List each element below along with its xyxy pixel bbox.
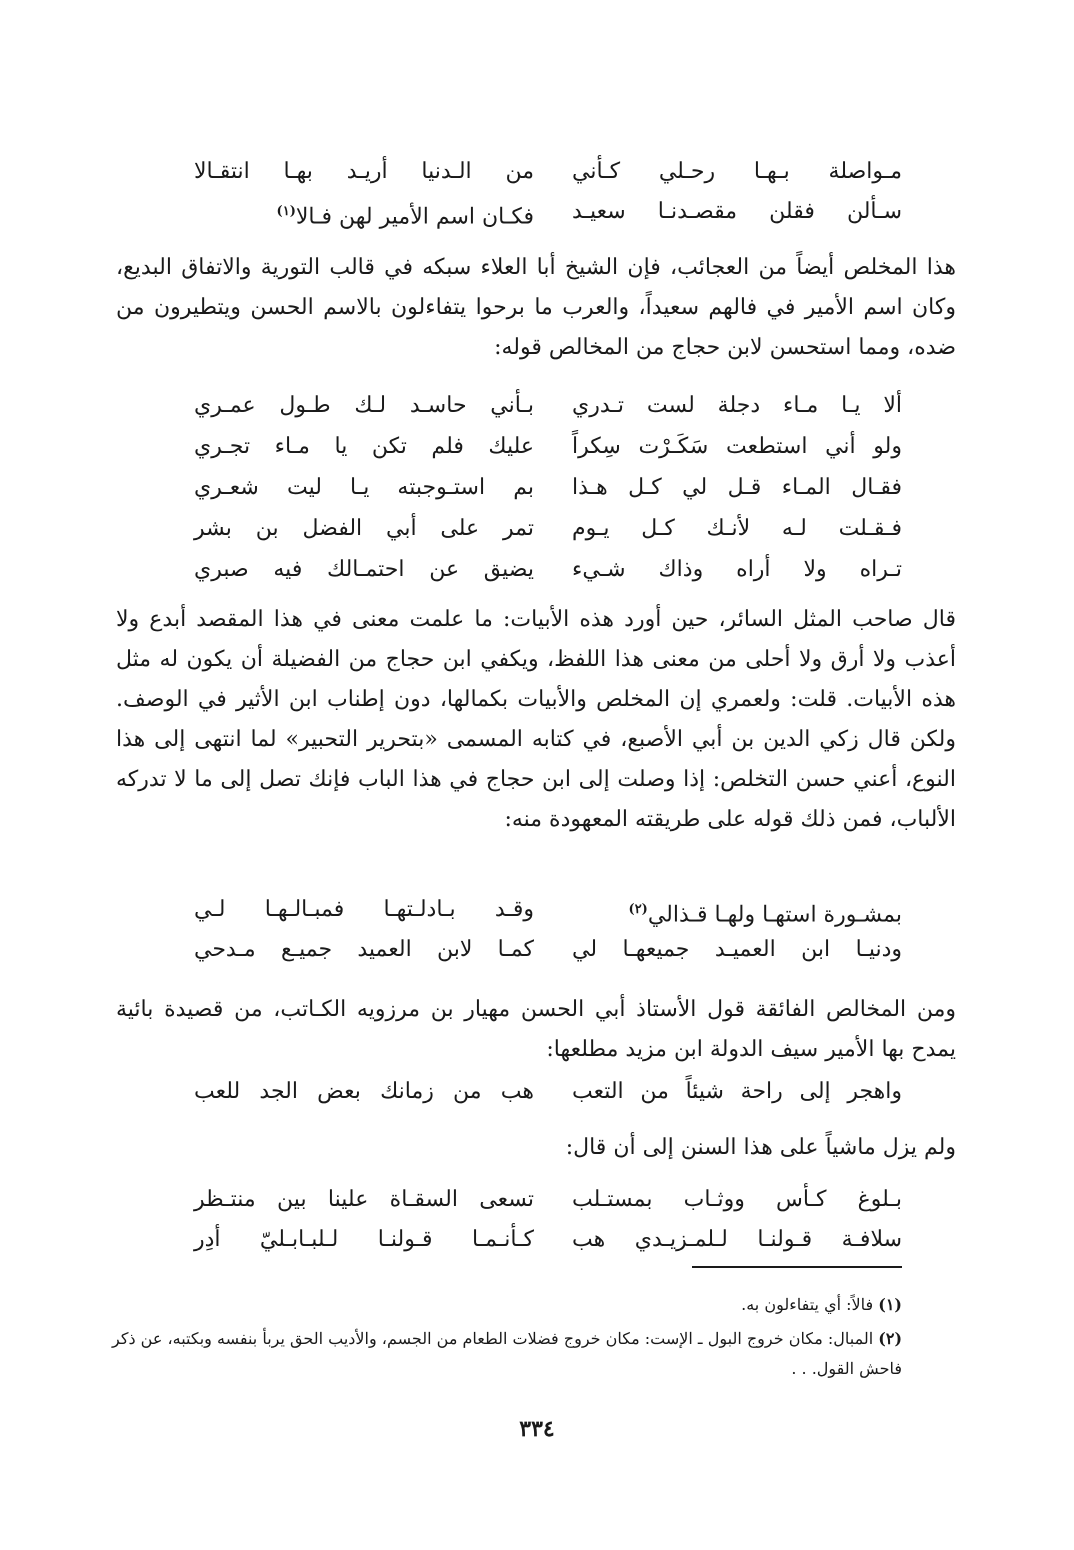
footnote-marker-2: (٢) [628,902,648,917]
footnote-1 [112,1290,902,1320]
verse-group-3 [0,890,1074,970]
verse-line [0,1220,1074,1260]
verse-first-hemistich: تـراه ولا أراه وذاك شـيء [572,557,902,582]
verse-second-hemistich: من الـدنيا أريـد بهـا انتقـالا [194,159,534,184]
verse-first-hemistich: فـقـلت لـه لأنـك كـل يـوم [572,516,902,541]
footnote-2 [112,1324,902,1384]
verse-first-text: بمشـورة استهـا ولهـا قـذالي [647,902,902,928]
verse-line [0,192,1074,232]
verse-group-2 [0,386,1074,591]
verse-second-hemistich: يضيق عن احتمـالك فيه صبري [194,557,534,582]
verse-second-hemistich: وقـد بـادلـتهـا فمبـالـهـا لـي [194,897,534,922]
verse-first-hemistich: فقـال المـاء قـل لي كـل هـذا [572,475,902,500]
paragraph-1: هذا المخلص أيضاً من العجائب، فإن الشيخ أبا العلاء سبكه في قالب التورية والاتفاق البديع، وكان اسم الأمير في فالهم سعيداً، والعرب ما برحوا يتفاءلون بالاسم الحسن ويتطيرون من ضده، ومما استحسن لابن حجاج من المخالص قوله: [116,255,956,360]
verse-group-4 [0,1072,1074,1112]
verse-line [0,468,1074,509]
verse-second-hemistich: كـأنـمـا قـولنـا لـلبـابـليّ أدِر [194,1227,534,1252]
verse-line [0,509,1074,550]
footnote-text: فالاً: أي يتفاءلون به. [741,1295,874,1314]
verse-line [0,386,1074,427]
footnotes [112,1290,902,1384]
footnote-marker-1: (١) [276,204,296,219]
verse-group-1 [0,152,1074,232]
verse-line [0,550,1074,591]
paragraph-3: ومن المخالص الفائقة قول الأستاذ أبي الحسن مهيار بن مرزويه الكـاتب، من قصيدة بائية يمدح بها الأمير سيف الدولة ابن مزيد مطلعها: [116,997,956,1062]
paragraph-2: قال صاحب المثل السائر، حين أورد هذه الأبيات: ما علمت معنى في هذا المقصد أبدع ولا أعذب ولا أرق ولا أحلى من معنى هذا اللفظ، ويكفي ابن حجاج من الفضيلة أن يكون له مثل هذه الأبيات. قلت: ولعمري إن المخلص والأبيات بكمالها، دون إطناب ابن الأثير في الوصف. ولكن قال زكي الدين بن أبي الأصبع، في كتابه المسمى «بتحرير التحبير» لما انتهى إلى هذا النوع، أعني حسن التخلص: إذا وصلت إلى ابن حجاج في هذا الباب فإنك تصل إلى ما لا تدركه الألباب، فمن ذلك قوله على طريقته المعهودة منه: [116,607,956,832]
verse-line [0,427,1074,468]
paragraph-4: ولم يزل ماشياً على هذا السنن إلى أن قال: [565,1135,956,1160]
verse-first-hemistich: سـألن فقلن مقصـدنـا سعيـد [572,199,902,224]
verse-second-hemistich [194,192,534,237]
verse-first-hemistich: ودنيـا ابن العميـد جميعهـا لي [572,937,902,962]
verse-second-hemistich: بـأني حاسـد لـك طـول عمـري [194,393,534,418]
verse-second-hemistich: كمـا لابن العميد جميـع مـدحي [194,937,534,962]
verse-first-hemistich: ألا يـا مـاء دجلة لست تـدري [572,393,902,418]
footnote-separator [692,1266,902,1268]
verse-first-hemistich: سلافـة قـولنـا لـلمـزيـدي هب [572,1227,902,1252]
verse-line [0,890,1074,930]
verse-line [0,930,1074,970]
footnote-number: (٢) [878,1329,903,1348]
verse-first-hemistich: ولو أني استطعت سَكَـرْت سِكراً [572,434,902,459]
verse-second-text: فكـان اسم الأمير لهن فـالا [295,204,534,230]
page-number: ٣٣٤ [519,1416,555,1442]
verse-second-hemistich: تمر على أبي الفضل بن بشر [194,516,534,541]
verse-second-hemistich: هب من زمانك بعض الجد للعب [194,1079,534,1104]
verse-first-hemistich [572,890,902,935]
footnote-number: (١) [878,1295,902,1314]
verse-line [0,152,1074,192]
verse-group-5 [0,1180,1074,1260]
verse-second-hemistich: بم استـوجبته يـا ليت شعـري [194,475,534,500]
verse-second-hemistich: عليك فلم تكن يا مـاء تجـري [194,434,534,459]
verse-line [0,1180,1074,1220]
verse-first-hemistich: بـلوغ كـأس ووثـاب بمستـلب [572,1187,902,1212]
verse-line [0,1072,1074,1112]
footnote-text: المبال: مكان خروج البول ـ الإست: مكان خروج فضلات الطعام من الجسم، والأديب الحق يربأ بنفسه وبكتبه، عن ذكر فاحش القول. . . [112,1329,902,1378]
verse-first-hemistich: مـواصلة بـهـا رحـلي كـأني [572,159,902,184]
verse-first-hemistich: واهجر إلى راحة شيئاً من التعب [572,1079,902,1104]
verse-second-hemistich: تسعى السقـاة علينا بين منتـظر [194,1187,534,1212]
